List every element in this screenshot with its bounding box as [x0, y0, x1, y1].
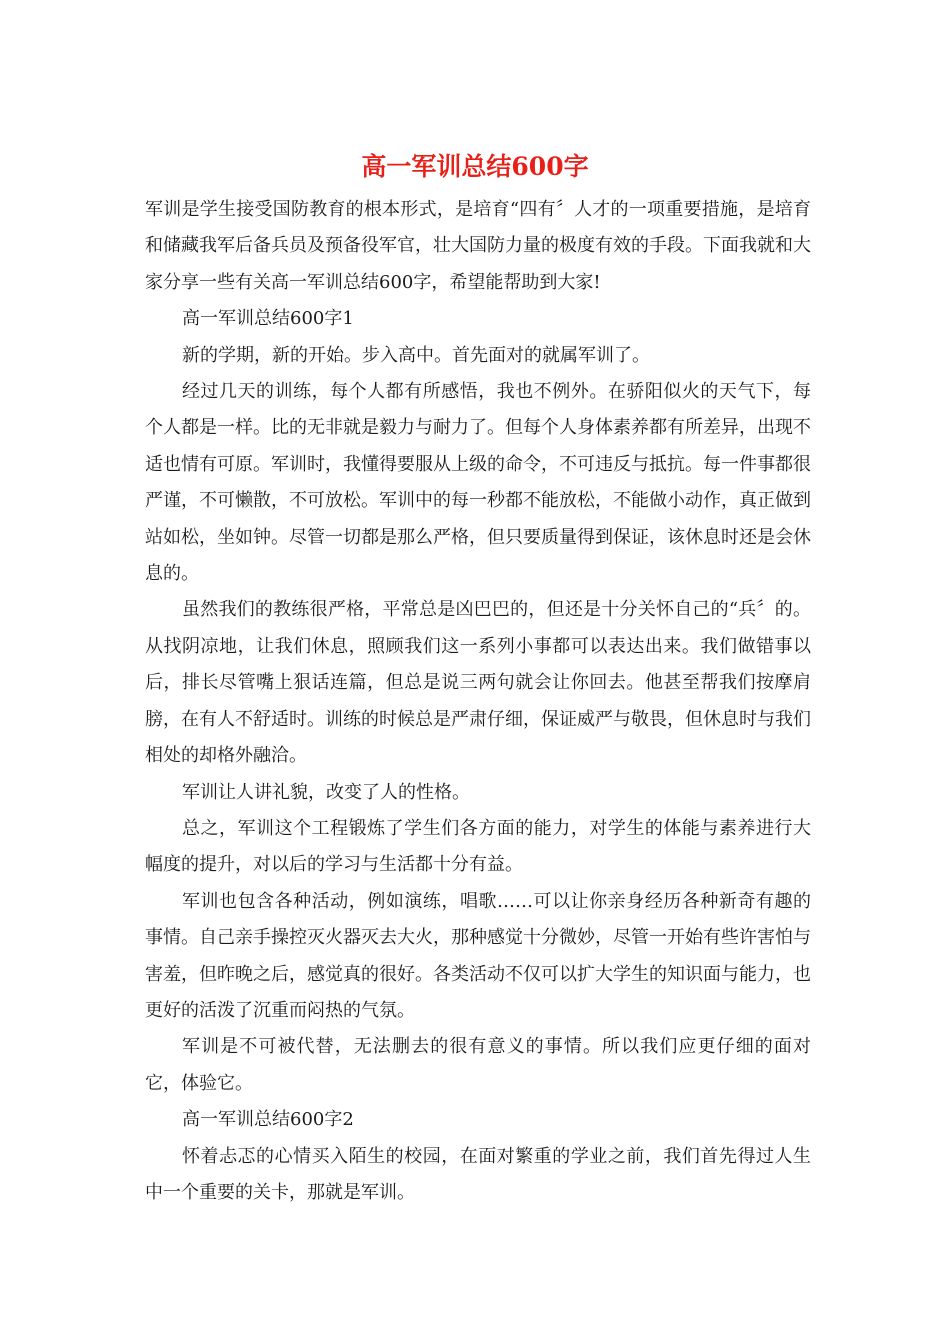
document-title: 高一军训总结600字	[361, 152, 589, 181]
intro-paragraph: 军训是学生接受国防教育的根本形式，是培育“四有〞人才的一项重要措施，是培育和储藏我军后备兵员及预备役军官，壮大国防力量的极度有效的手段。下面我就和大家分享一些有关高一军训总结600字，希望能帮助到大家!	[145, 199, 811, 293]
body-paragraph: 军训也包含各种活动，例如演练，唱歌……可以让你亲身经历各种新奇有趣的事情。自己亲手操控灭火器灭去大火，那种感觉十分微妙，尽管一开始有些许害怕与害羞，但昨晚之后，感觉真的很好。各类活动不仅可以扩大学生的知识面与能力，也更好的活泼了沉重而闷热的气氛。	[145, 890, 811, 1021]
body-paragraph: 怀着忐忑的心情买入陌生的校园，在面对繁重的学业之前，我们首先得过人生中一个重要的关卡，那就是军训。	[145, 1145, 811, 1203]
body-paragraph: 总之，军训这个工程锻炼了学生们各方面的能力，对学生的体能与素养进行大幅度的提升，对以后的学习与生活都十分有益。	[145, 817, 811, 876]
section-heading-1: 高一军训总结600字1	[182, 308, 354, 330]
body-paragraph: 军训让人讲礼貌，改变了人的性格。	[182, 781, 470, 803]
body-paragraph: 虽然我们的教练很严格，平常总是凶巴巴的，但还是十分关怀自己的“兵〞的。从找阴凉地，让我们休息，照顾我们这一系列小事都可以表达出来。我们做错事以后，排长尽管嘴上狠话连篇，但总是说三两句就会让你回去。他甚至帮我们按摩肩膀，在有人不舒适时。训练的时候总是严肃仔细，保证威严与敬畏，但休息时与我们相处的却格外融洽。	[145, 599, 811, 767]
document-body	[145, 192, 811, 1211]
body-paragraph: 经过几天的训练，每个人都有所感悟，我也不例外。在骄阳似火的天气下，每个人都是一样。比的无非就是毅力与耐力了。但每个人身体素养都有所差异，出现不适也情有可原。军训时，我懂得要服从上级的命令，不可违反与抵抗。每一件事都很严谨，不可懒散，不可放松。军训中的每一秒都不能放松，不能做小动作，真正做到站如松，坐如钟。尽管一切都是那么严格，但只要质量得到保证，该休息时还是会休息的。	[145, 381, 811, 585]
body-paragraph: 新的学期，新的开始。步入高中。首先面对的就属军训了。	[182, 344, 650, 366]
body-paragraph: 军训是不可被代替，无法删去的很有意义的事情。所以我们应更仔细的面对它，体验它。	[145, 1036, 811, 1094]
section-heading-2: 高一军训总结600字2	[182, 1109, 354, 1131]
